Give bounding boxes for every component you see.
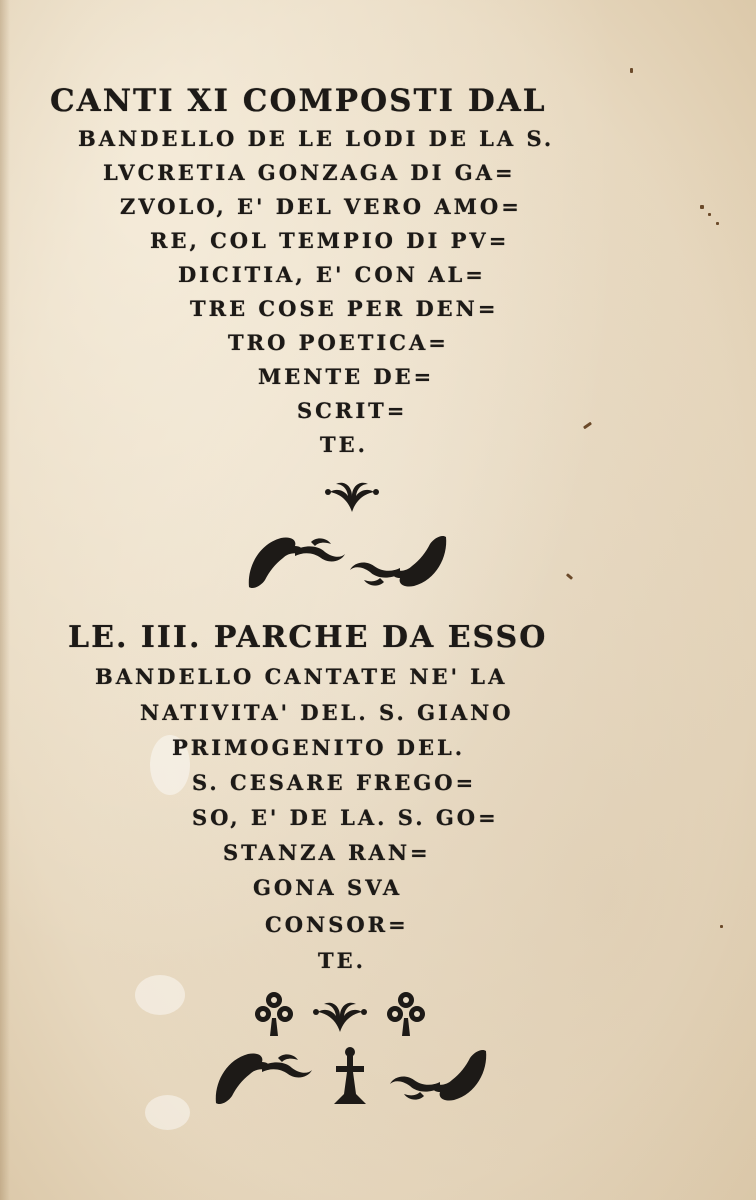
title-line: MENTE DE= <box>258 364 435 389</box>
paper-stain <box>135 975 185 1015</box>
paper-stain <box>145 1095 190 1130</box>
title-line: NATIVITA' DEL. S. GIANO <box>140 700 514 725</box>
fleuron-icon <box>322 478 382 518</box>
paper-speck <box>630 68 633 73</box>
title-line: LE. III. PARCHE DA ESSO <box>68 620 548 655</box>
title-line: LVCRETIA GONZAGA DI GA= <box>103 160 516 185</box>
title-line: SCRIT= <box>297 398 408 423</box>
paper-speck <box>583 422 592 430</box>
dolphin-ornament-icon <box>212 1048 322 1108</box>
title-line: PRIMOGENITO DEL. <box>172 735 466 760</box>
title-line: TRE COSE PER DEN= <box>190 296 499 321</box>
trefoil-icon <box>252 990 296 1038</box>
paper-speck <box>708 213 711 216</box>
fleuron-icon <box>310 998 370 1038</box>
title-line: BANDELLO DE LE LODI DE LA S. <box>78 126 555 151</box>
paper-speck <box>720 925 723 928</box>
title-line: TE. <box>320 432 368 457</box>
dolphin-ornament-icon <box>245 532 450 592</box>
title-line: BANDELLO CANTATE NE' LA <box>95 664 508 689</box>
title-line: DICITIA, E' CON AL= <box>178 262 486 287</box>
title-line: STANZA RAN= <box>223 840 431 865</box>
paper-speck <box>566 573 573 580</box>
dolphin-ornament-icon <box>380 1046 490 1106</box>
paper-speck <box>716 222 719 225</box>
title-line: GONA SVA <box>253 875 403 900</box>
trefoil-icon <box>384 990 428 1038</box>
title-line: CANTI XI COMPOSTI DAL <box>50 83 547 119</box>
title-line: CONSOR= <box>265 912 409 937</box>
title-line: TRO POETICA= <box>228 330 449 355</box>
title-line: SO, E' DE LA. S. GO= <box>192 805 499 830</box>
title-line: ZVOLO, E' DEL VERO AMO= <box>120 194 522 219</box>
title-line: RE, COL TEMPIO DI PV= <box>150 228 510 253</box>
paper-speck <box>700 205 704 209</box>
page-edge-shadow <box>0 0 10 1200</box>
title-line: TE. <box>318 948 366 973</box>
cross-fleuron-icon <box>330 1046 370 1108</box>
title-line: S. CESARE FREGO= <box>192 770 477 795</box>
